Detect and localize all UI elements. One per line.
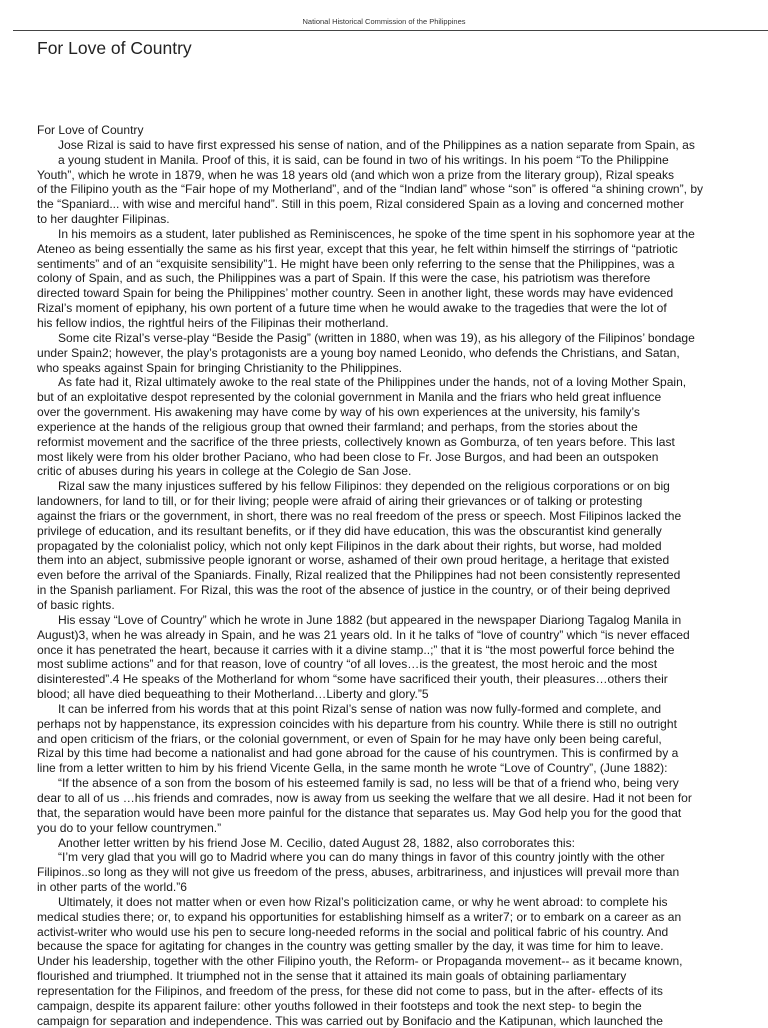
- body-line: most likely were from his older brother Paciano, who had been close to Fr. Jose Burgos, and had been an outspoken: [37, 449, 659, 464]
- body-line: but of an exploitative despot represented by the colonial government in Manila and the friars who held great influence: [37, 390, 662, 405]
- body-line: experience at the hands of the religious group that owned their farmland; and perhaps, from the stories about the: [37, 419, 638, 434]
- body-line: reformist movement and the sacrifice of the three priests, collectively known as Gomburza, of ten years before. This last: [37, 434, 675, 449]
- body-line: Ateneo as being essentially the same as his first year, except that this year, he felt within himself the stirrings of “patriotic: [37, 241, 678, 256]
- document-body: [37, 123, 757, 1028]
- body-line: Rizal saw the many injustices suffered by his fellow Filipinos: they depended on the religious corporations or on big: [58, 479, 670, 494]
- body-line: them into an abject, submissive people ignorant or worse, ashamed of their own proud heritage, a heritage that existed: [37, 553, 670, 568]
- body-line: His essay “Love of Country” which he wrote in June 1882 (but appeared in the newspaper Diariong Tagalog Manila in: [58, 612, 682, 627]
- body-line: medical studies there; or, to expand his opportunities for establishing himself as a writer7; or to embark on a career as an: [37, 909, 682, 924]
- header-divider: [13, 30, 768, 31]
- body-line: you do to your fellow countrymen.”: [37, 820, 222, 835]
- body-line: under Spain2; however, the play’s protagonists are a young boy named Leonido, who defends the Christians, and Satan,: [37, 345, 680, 360]
- body-line: and open criticism of the friars, or the colonial government, or even of Spain for he may have only been being careful,: [37, 731, 662, 746]
- body-line: For Love of Country: [37, 123, 144, 137]
- body-line: representation for the Filipinos, and freedom of the press, for these did not come to pass, but in the after- effects of its: [37, 983, 663, 998]
- body-line: dear to all of us …his friends and comrades, now is away from us seeking the welfare that we all desire. Had it not been for: [37, 790, 692, 805]
- body-line: Under his leadership, together with the other Filipino youth, the Reform- or Propaganda movement-- as it became known,: [37, 954, 683, 969]
- body-line: in other parts of the world.”6: [37, 880, 187, 895]
- body-line: once it has penetrated the heart, because it carries with it a divine stamp..;” that it is “the most powerful force behind the: [37, 642, 675, 657]
- body-line: Youth”, which he wrote in 1879, when he was 18 years old (and which won a prize from the literary group), Rizal speaks: [37, 167, 675, 182]
- body-line: the “Spaniard... with wise and merciful hand”. Still in this poem, Rizal considered Spain as a loving and concerned mother: [37, 197, 684, 212]
- body-line: because the space for agitating for changes in the country was getting smaller by the day, it was time for him to leave.: [37, 939, 664, 954]
- body-line: a young student in Manila. Proof of this, it is said, can be found in two of his writings. In his poem “To the Philippine: [58, 152, 669, 167]
- body-line: propagated by the colonialist policy, which not only kept Filipinos in the dark about their rights, but worse, had molded: [37, 538, 662, 553]
- body-line: Filipinos..so long as they will not give us freedom of the press, abuses, arbitrariness, and injustices will prevail more than: [37, 865, 680, 880]
- body-line: August)3, when he was already in Spain, and he was 21 years old. In it he talks of “love of country” which “is never effaced: [37, 627, 690, 642]
- body-line: that, the separation would have been more painful for the distance that separates us. May God help you for the good that: [37, 805, 682, 820]
- body-line: activist-writer who would use his pen to secure long-needed reforms in the social and political fabric of his country. And: [37, 924, 669, 939]
- body-line: privilege of education, and its resultant benefits, or if they did have education, this was the obscurantist kind generally: [37, 523, 662, 538]
- body-line: line from a letter written to him by his friend Vicente Gella, in the same month he wrote “Love of Country”, (June 1882):: [37, 761, 668, 776]
- body-line: In his memoirs as a student, later published as Reminiscences, he spoke of the time spent in his sophomore year at the: [58, 226, 695, 241]
- body-line: colony of Spain, and as such, the Philippines was a part of Spain. If this were the case, his patriotism was therefore: [37, 271, 651, 286]
- body-line: over the government. His awakening may have come by way of his own experiences at the university, his family’s: [37, 405, 640, 420]
- body-line: flourished and triumphed. It triumphed not in the sense that it attained its main goals of obtaining parliamentary: [37, 969, 627, 984]
- body-line: Ultimately, it does not matter when or even how Rizal’s politicization came, or why he went abroad: to complete his: [58, 894, 668, 909]
- body-line: critic of abuses during his years in college at the Colegio de San Jose.: [37, 464, 412, 479]
- body-line: campaign, despite its apparent failure: other youths followed in their footsteps and took the next step- to begin the: [37, 998, 642, 1013]
- body-line: campaign for separation and independence. This was carried out by Bonifacio and the Katipunan, which launched the: [37, 1013, 663, 1028]
- body-line: who speaks against Spain for bringing Christianity to the Philippines.: [37, 360, 402, 375]
- body-line: Another letter written by his friend Jose M. Cecilio, dated August 28, 1882, also corroborates this:: [58, 835, 575, 850]
- body-line: “If the absence of a son from the bosom of his esteemed family is sad, no less will be that of a friend who, being very: [58, 776, 679, 791]
- body-line: blood; all have died bequeathing to their Motherland…Liberty and glory.”5: [37, 687, 429, 702]
- body-line: landowners, for land to till, or for their living; people were afraid of airing their grievances or of talking or protesting: [37, 494, 643, 509]
- body-line: “I’m very glad that you will go to Madrid where you can do many things in favor of this country jointly with the other: [58, 850, 665, 865]
- body-line: disinterested”.4 He speaks of the Motherland for whom “some have sacrificed their youth, their pleasures…others their: [37, 672, 668, 687]
- body-line: Some cite Rizal’s verse-play “Beside the Pasig” (written in 1880, when was 19), as his allegory of the Filipinos’ bondage: [58, 330, 695, 345]
- body-line: even before the arrival of the Spaniards. Finally, Rizal realized that the Philippines had not been consistently represented: [37, 568, 681, 583]
- body-line: sentiments” and of an “exquisite sensibility”1. He might have been only referring to the sense that the Philippines, was a: [37, 256, 675, 271]
- body-line: Rizal’s moment of epiphany, his own portent of a future time when he would awake to the tragedies that were the lot of: [37, 301, 667, 316]
- document-source-header: National Historical Commission of the Philippines: [302, 17, 466, 26]
- document-title: For Love of Country: [37, 38, 192, 58]
- body-line: to her daughter Filipinas.: [37, 212, 170, 227]
- body-line: of the Filipino youth as the “Fair hope of my Motherland”, and of the “Indian land” whose “son” is offered “a shining crown”, by: [37, 182, 704, 197]
- body-line: his fellow indios, the rightful heirs of the Filipinas their motherland.: [37, 315, 389, 330]
- body-line: It can be inferred from his words that at this point Rizal’s sense of nation was now fully-formed and complete, and: [58, 701, 662, 716]
- body-line: perhaps not by happenstance, its expression coincides with his departure from his country. While there is still no outright: [37, 716, 677, 731]
- body-line: against the friars or the government, in short, there was no real freedom of the press or speech. Most Filipinos lacked the: [37, 508, 682, 523]
- body-line: in the Spanish parliament. For Rizal, this was the root of the absence of justice in the country, or of their being deprived: [37, 583, 671, 598]
- body-line: As fate had it, Rizal ultimately awoke to the real state of the Philippines under the hands, not of a loving Mother Spain,: [58, 375, 687, 390]
- body-line: Rizal by this time had become a nationalist and had gone abroad for the cause of his countrymen. This is confirmed by a: [37, 746, 679, 761]
- body-line: directed toward Spain for being the Philippines’ mother country. Seen in another light, these words may have evidenced: [37, 286, 674, 301]
- body-line: Jose Rizal is said to have first expressed his sense of nation, and of the Philippines as a nation separate from Spain, as: [58, 137, 695, 152]
- body-line: most sublime actions” and for that reason, love of country “of all loves…is the greatest, the most heroic and the most: [37, 657, 658, 672]
- body-line: of basic rights.: [37, 598, 115, 612]
